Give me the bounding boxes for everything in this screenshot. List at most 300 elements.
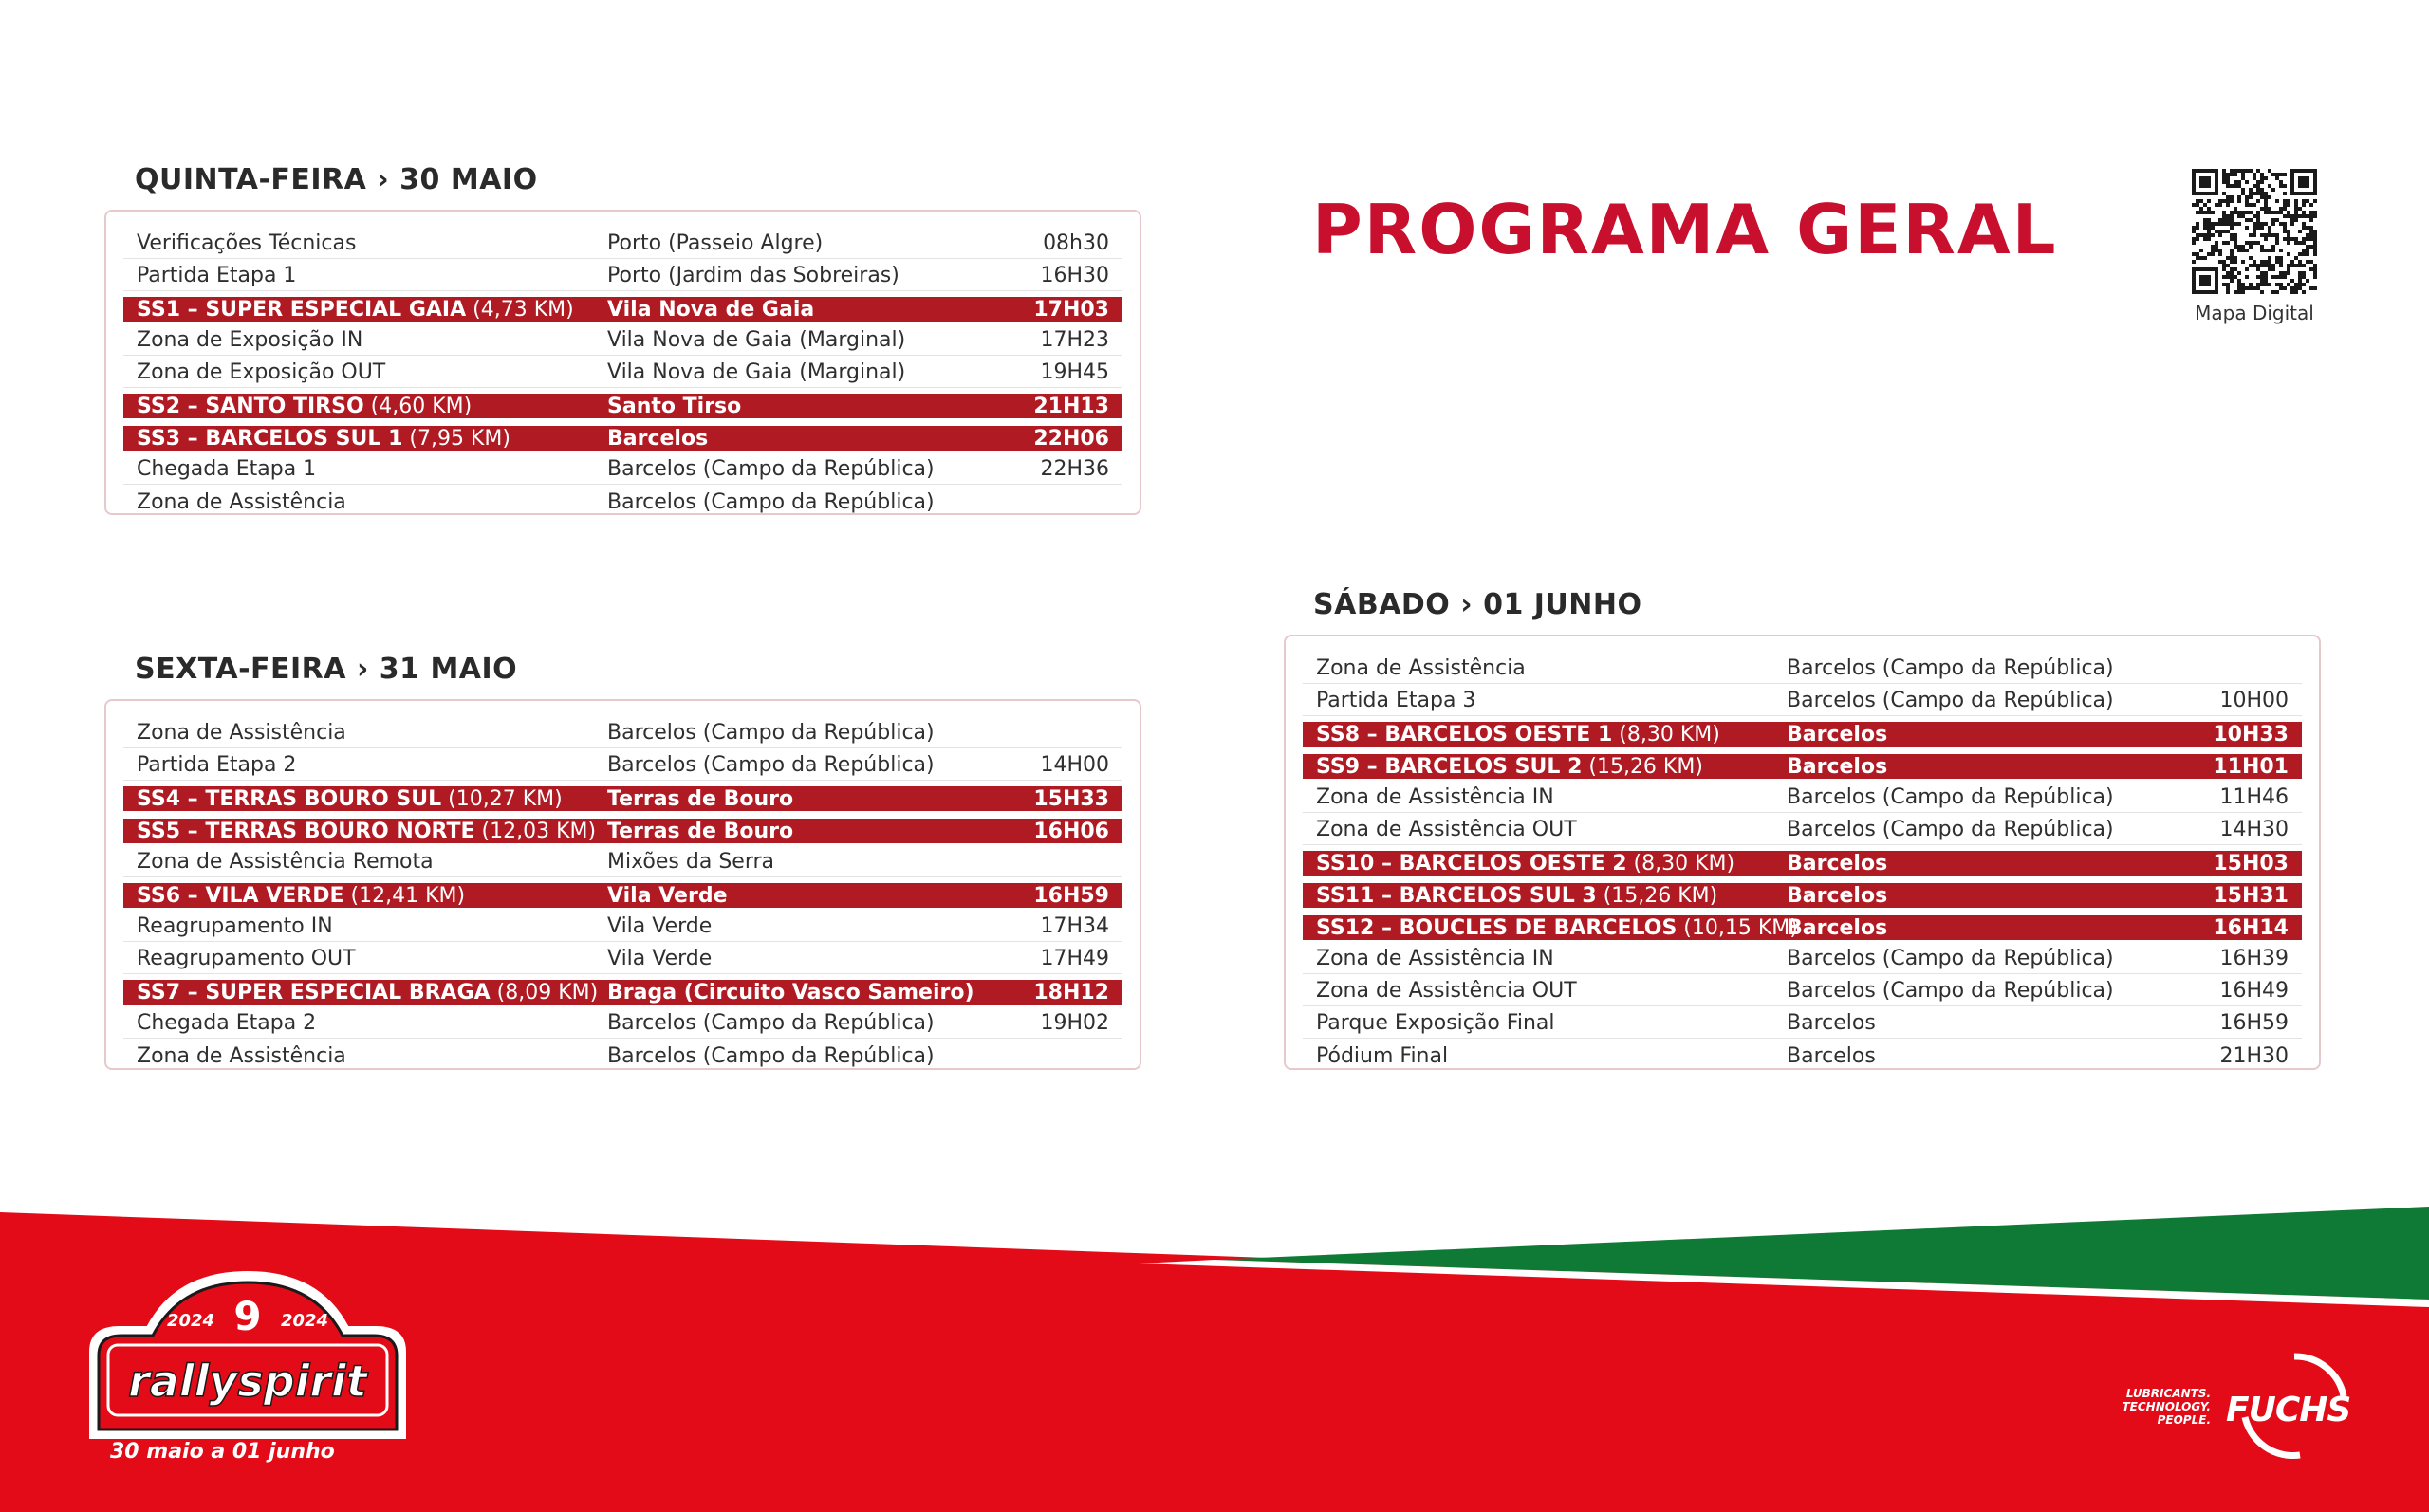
qr-module (2237, 222, 2241, 226)
schedule-row (123, 358, 1122, 388)
qr-module (2207, 211, 2211, 214)
qr-module (2260, 264, 2264, 267)
qr-module (2215, 241, 2218, 245)
qr-module (2283, 184, 2287, 188)
stage-row (123, 394, 1122, 418)
schedule-panel-thursday (104, 210, 1141, 515)
event-location: Barcelos (1787, 915, 1888, 940)
qr-module (2260, 226, 2264, 230)
qr-module (2249, 188, 2253, 192)
qr-module (2218, 218, 2222, 222)
qr-module (2268, 184, 2271, 188)
event-label: Partida Etapa 2 (137, 753, 297, 777)
qr-module (2253, 233, 2256, 237)
qr-module (2309, 245, 2313, 249)
event-label: SS8 – BARCELOS OESTE 1 (1316, 722, 1613, 747)
event-time: 15H33 (1033, 786, 1109, 811)
qr-module (2245, 180, 2249, 184)
event-name (137, 721, 346, 745)
qr-module (2203, 203, 2207, 207)
qr-module (2256, 218, 2260, 222)
qr-finder (2298, 176, 2309, 188)
qr-module (2302, 283, 2306, 286)
qr-module (2249, 233, 2253, 237)
qr-module (2298, 214, 2302, 218)
event-location: Santo Tirso (607, 394, 742, 418)
qr-module (2283, 214, 2287, 218)
qr-module (2271, 211, 2275, 214)
event-location: Barcelos (Campo da República) (1787, 689, 2114, 712)
event-name (1316, 785, 1554, 809)
qr-module (2234, 233, 2237, 237)
stage-row (1303, 722, 2302, 747)
event-time: 11H01 (2213, 754, 2289, 779)
qr-module (2283, 207, 2287, 211)
stage-distance: (4,60 KM) (363, 394, 473, 418)
qr-module (2222, 173, 2226, 176)
qr-module (2256, 275, 2260, 279)
qr-module (2294, 211, 2298, 214)
event-label: Zona de Assistência (137, 721, 346, 745)
qr-module (2230, 169, 2234, 173)
qr-module (2234, 173, 2237, 176)
event-location: Barcelos (Campo da República) (1787, 979, 2114, 1003)
qr-module (2260, 275, 2264, 279)
qr-module (2294, 256, 2298, 260)
qr-module (2230, 249, 2234, 252)
event-location: Barcelos (Campo da República) (607, 721, 935, 745)
qr-module (2290, 214, 2294, 218)
event-location: Barcelos (Campo da República) (1787, 818, 2114, 841)
qr-module (2207, 230, 2211, 233)
qr-module (2234, 180, 2237, 184)
schedule-row (123, 912, 1122, 942)
qr-module (2271, 245, 2275, 249)
qr-module (2237, 290, 2241, 294)
event-name (1316, 916, 1798, 940)
qr-module (2302, 264, 2306, 267)
qr-module (2313, 199, 2317, 203)
qr-module (2230, 214, 2234, 218)
qr-module (2260, 271, 2264, 275)
qr-module (2245, 203, 2249, 207)
qr-module (2222, 241, 2226, 245)
qr-module (2309, 260, 2313, 264)
qr-module (2298, 207, 2302, 211)
schedule-row (123, 229, 1122, 259)
qr-module (2260, 176, 2264, 180)
qr-module (2264, 211, 2268, 214)
schedule-row (1303, 783, 2302, 813)
qr-module (2218, 230, 2222, 233)
qr-module (2226, 290, 2230, 294)
event-name (1316, 1044, 1448, 1068)
qr-module (2290, 286, 2294, 290)
qr-module (2230, 222, 2234, 226)
qr-module (2260, 245, 2264, 249)
qr-module (2230, 233, 2234, 237)
qr-module (2222, 264, 2226, 267)
event-name (137, 787, 563, 811)
qr-module (2275, 199, 2279, 203)
qr-module (2237, 286, 2241, 290)
day-title-saturday: SÁBADO › 01 JUNHO (1313, 588, 1642, 621)
qr-module (2222, 267, 2226, 271)
qr-module (2234, 267, 2237, 271)
qr-module (2203, 211, 2207, 214)
qr-module (2264, 199, 2268, 203)
event-label: SS12 – BOUCLES DE BARCELOS (1316, 915, 1678, 940)
qr-module (2218, 249, 2222, 252)
qr-module (2241, 245, 2245, 249)
qr-module (2279, 286, 2283, 290)
qr-module (2222, 230, 2226, 233)
qr-module (2302, 222, 2306, 226)
qr-module (2192, 241, 2196, 245)
qr-module (2256, 283, 2260, 286)
event-time: 17H03 (1033, 297, 1109, 322)
qr-module (2260, 207, 2264, 211)
qr-module (2211, 249, 2215, 252)
event-name (1316, 852, 1734, 876)
sponsor-tagline-line: TECHNOLOGY. (2122, 1400, 2211, 1413)
qr-module (2294, 207, 2298, 211)
qr-module (2302, 214, 2306, 218)
qr-module (2294, 214, 2298, 218)
qr-module (2218, 199, 2222, 203)
stage-distance: (10,15 KM) (1677, 915, 1798, 940)
qr-module (2268, 207, 2271, 211)
event-location: Porto (Jardim das Sobreiras) (607, 264, 899, 287)
qr-module (2290, 290, 2294, 294)
qr-module (2211, 245, 2215, 249)
qr-module (2260, 192, 2264, 195)
qr-module (2249, 283, 2253, 286)
qr-module (2260, 249, 2264, 252)
qr-module (2260, 173, 2264, 176)
qr-module (2207, 226, 2211, 230)
qr-module (2256, 267, 2260, 271)
qr-module (2306, 214, 2309, 218)
event-label: Zona de Exposição OUT (137, 360, 386, 384)
qr-module (2309, 230, 2313, 233)
event-name (1316, 755, 1703, 779)
stage-row (123, 883, 1122, 908)
qr-module (2203, 226, 2207, 230)
qr-module (2302, 252, 2306, 256)
event-label: SS4 – TERRAS BOURO SUL (137, 786, 442, 811)
qr-module (2287, 267, 2290, 271)
qr-module (2271, 275, 2275, 279)
qr-module (2268, 226, 2271, 230)
event-name (137, 490, 346, 514)
stage-row (123, 426, 1122, 451)
qr-module (2287, 264, 2290, 267)
qr-module (2226, 283, 2230, 286)
qr-module (2287, 252, 2290, 256)
schedule-row (123, 718, 1122, 748)
qr-module (2271, 233, 2275, 237)
event-label: SS7 – SUPER ESPECIAL BRAGA (137, 980, 491, 1005)
event-time: 17H49 (1040, 947, 1109, 970)
qr-module (2306, 249, 2309, 252)
event-location: Barcelos (Campo da República) (1787, 947, 2114, 970)
qr-module (2309, 226, 2313, 230)
qr-module (2313, 211, 2317, 214)
qr-module (2298, 230, 2302, 233)
qr-module (2283, 173, 2287, 176)
qr-module (2264, 249, 2268, 252)
qr-module (2271, 218, 2275, 222)
qr-module (2302, 241, 2306, 245)
qr-module (2287, 241, 2290, 245)
qr-module (2215, 230, 2218, 233)
event-time: 16H59 (1033, 883, 1109, 908)
qr-module (2226, 286, 2230, 290)
event-name (137, 753, 296, 777)
qr-module (2313, 271, 2317, 275)
qr-module (2287, 283, 2290, 286)
event-name (1316, 689, 1475, 712)
qr-module (2294, 199, 2298, 203)
schedule-row (123, 261, 1122, 291)
qr-module (2253, 203, 2256, 207)
qr-module (2309, 214, 2313, 218)
event-location: Barcelos (1787, 883, 1888, 908)
qr-module (2218, 252, 2222, 256)
qr-module (2298, 271, 2302, 275)
event-location: Barcelos (1787, 1043, 1876, 1068)
event-location: Terras de Bouro (607, 786, 794, 811)
event-label: SS1 – SUPER ESPECIAL GAIA (137, 297, 467, 322)
qr-module (2230, 275, 2234, 279)
qr-module (2192, 226, 2196, 230)
qr-module (2207, 252, 2211, 256)
qr-module (2264, 233, 2268, 237)
qr-module (2260, 180, 2264, 184)
event-dates: 30 maio a 01 junho (110, 1440, 335, 1464)
qr-module (2226, 203, 2230, 207)
stage-distance: (7,95 KM) (402, 426, 510, 451)
qr-module (2196, 256, 2199, 260)
event-label: Chegada Etapa 2 (137, 1011, 317, 1035)
qr-module (2215, 245, 2218, 249)
sponsor-tagline-line: PEOPLE. (2157, 1413, 2211, 1427)
qr-module (2264, 260, 2268, 264)
qr-module (2256, 169, 2260, 173)
qr-module (2275, 176, 2279, 180)
qr-module (2253, 214, 2256, 218)
qr-module (2230, 267, 2234, 271)
qr-module (2234, 222, 2237, 226)
event-label: Pódium Final (1316, 1043, 1449, 1068)
event-location: Barcelos (Campo da República) (1787, 785, 2114, 809)
schedule-panel-friday (104, 699, 1141, 1070)
qr-module (2226, 222, 2230, 226)
event-name (1316, 1011, 1555, 1035)
event-label: Zona de Assistência (137, 489, 346, 514)
qr-module (2237, 214, 2241, 218)
event-time: 16H06 (1033, 819, 1109, 843)
qr-module (2309, 203, 2313, 207)
event-name (137, 1011, 316, 1035)
qr-module (2207, 237, 2211, 241)
qr-module (2241, 260, 2245, 264)
qr-module (2211, 226, 2215, 230)
qr-module (2241, 290, 2245, 294)
qr-module (2264, 271, 2268, 275)
event-time: 15H03 (2213, 851, 2289, 876)
qr-module (2268, 283, 2271, 286)
event-time: 22H36 (1040, 457, 1109, 481)
qr-module (2230, 173, 2234, 176)
event-label: Verificações Técnicas (137, 231, 357, 255)
qr-module (2196, 211, 2199, 214)
qr-module (2237, 283, 2241, 286)
qr-module (2313, 267, 2317, 271)
qr-module (2264, 176, 2268, 180)
qr-module (2302, 237, 2306, 241)
event-label: SS6 – VILA VERDE (137, 883, 344, 908)
qr-module (2256, 286, 2260, 290)
qr-module (2230, 226, 2234, 230)
qr-module (2256, 192, 2260, 195)
qr-module (2249, 241, 2253, 245)
qr-module (2275, 283, 2279, 286)
qr-module (2313, 252, 2317, 256)
qr-module (2234, 275, 2237, 279)
qr-module (2302, 249, 2306, 252)
qr-module (2234, 237, 2237, 241)
qr-module (2271, 290, 2275, 294)
qr-module (2226, 180, 2230, 184)
event-label: Zona de Assistência IN (1316, 947, 1554, 970)
qr-module (2287, 199, 2290, 203)
event-time: 19H02 (1040, 1011, 1109, 1035)
qr-module (2283, 226, 2287, 230)
qr-module (2230, 256, 2234, 260)
qr-module (2253, 226, 2256, 230)
qr-module (2298, 264, 2302, 267)
qr-module (2298, 241, 2302, 245)
qr-module (2249, 192, 2253, 195)
schedule-row (123, 325, 1122, 356)
qr-module (2260, 283, 2264, 286)
qr-module (2226, 199, 2230, 203)
page-title: PROGRAMA GERAL (1312, 190, 2058, 269)
qr-module (2298, 283, 2302, 286)
schedule-row (123, 847, 1122, 877)
qr-module (2313, 237, 2317, 241)
qr-module (2199, 249, 2203, 252)
qr-module (2279, 260, 2283, 264)
qr-module (2218, 233, 2222, 237)
qr-module (2222, 222, 2226, 226)
stage-distance: (4,73 KM) (466, 297, 574, 322)
schedule-row (123, 1041, 1122, 1071)
qr-module (2245, 286, 2249, 290)
qr-module (2275, 275, 2279, 279)
event-location: Vila Nova de Gaia (Marginal) (607, 360, 906, 384)
event-time: 16H14 (2213, 915, 2289, 940)
qr-module (2306, 245, 2309, 249)
qr-module (2230, 218, 2234, 222)
event-location: Vila Nova de Gaia (Marginal) (607, 328, 906, 352)
qr-module (2264, 195, 2268, 199)
qr-module (2302, 211, 2306, 214)
schedule-row (123, 1008, 1122, 1039)
qr-module (2264, 275, 2268, 279)
event-name (1316, 656, 1526, 680)
event-name (137, 360, 385, 384)
qr-module (2294, 218, 2298, 222)
qr-code-icon[interactable] (2192, 169, 2317, 294)
qr-module (2279, 264, 2283, 267)
qr-module (2199, 233, 2203, 237)
schedule-row (1303, 976, 2302, 1006)
qr-module (2203, 256, 2207, 260)
qr-module (2234, 184, 2237, 188)
qr-module (2253, 192, 2256, 195)
qr-module (2260, 195, 2264, 199)
sponsor-tagline (2078, 1387, 2211, 1427)
qr-module (2234, 256, 2237, 260)
qr-module (2226, 184, 2230, 188)
qr-module (2294, 290, 2298, 294)
qr-module (2249, 245, 2253, 249)
qr-module (2196, 199, 2199, 203)
qr-module (2222, 275, 2226, 279)
qr-module (2196, 237, 2199, 241)
qr-module (2256, 241, 2260, 245)
event-time: 16H39 (2219, 947, 2289, 970)
qr-module (2218, 203, 2222, 207)
event-label: Zona de Assistência IN (1316, 785, 1554, 809)
event-location: Barcelos (Campo da República) (607, 457, 935, 481)
event-name (1316, 818, 1577, 841)
event-label: SS5 – TERRAS BOURO NORTE (137, 819, 475, 843)
qr-module (2268, 249, 2271, 252)
schedule-row (1303, 654, 2302, 684)
qr-module (2234, 211, 2237, 214)
qr-module (2283, 271, 2287, 275)
event-name (137, 395, 472, 418)
qr-module (2256, 226, 2260, 230)
stage-distance: (8,30 KM) (1612, 722, 1720, 747)
qr-module (2226, 218, 2230, 222)
qr-module (2226, 275, 2230, 279)
event-time: 17H23 (1040, 328, 1109, 352)
qr-module (2260, 260, 2264, 264)
qr-module (2234, 245, 2237, 249)
svg-text:rallyspirit: rallyspirit (128, 1355, 367, 1407)
qr-module (2298, 260, 2302, 264)
event-location: Porto (Passeio Algre) (607, 231, 824, 255)
qr-module (2271, 222, 2275, 226)
rallyspirit-logo (63, 1271, 433, 1442)
qr-module (2237, 169, 2241, 173)
qr-module (2306, 260, 2309, 264)
qr-module (2253, 230, 2256, 233)
event-name (1316, 723, 1720, 747)
event-label: Reagrupamento IN (137, 914, 333, 938)
svg-text:2024: 2024 (280, 1311, 329, 1331)
qr-module (2237, 245, 2241, 249)
qr-module (2279, 180, 2283, 184)
qr-module (2222, 283, 2226, 286)
qr-module (2237, 211, 2241, 214)
event-location: Vila Nova de Gaia (607, 297, 815, 322)
